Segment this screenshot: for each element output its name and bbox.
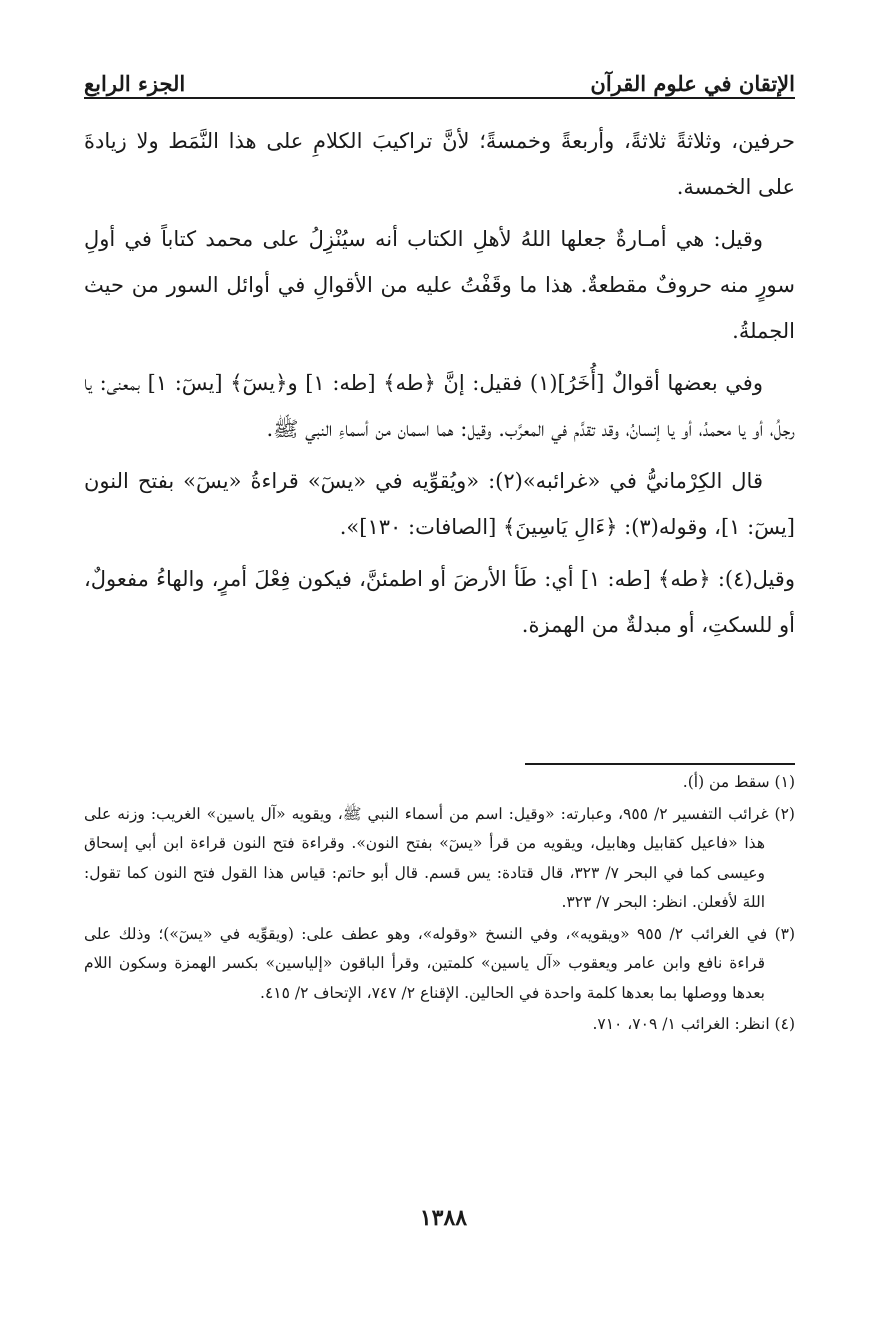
footnote: (١) سقط من (أ). <box>682 773 795 791</box>
running-header <box>84 50 795 96</box>
paragraph: وقيل: هي أمـارةٌ جعلها اللهُ لأهلِ الكتاب أنه سيُنْزِلُ على محمد كتاباً في أولِ سورٍ منه حروفٌ مقطعةٌ. هذا ما وقَفْتُ عليه من الأقوالِ في أوائل السور من حيث الجملةُ. <box>84 227 795 343</box>
main-text <box>84 118 795 654</box>
footnote-rule <box>525 763 795 765</box>
book-title: الإتقان في علوم القرآن <box>590 71 795 96</box>
paragraph: وقيل(٤): ﴿طه﴾ [طه: ١] أي: طَأ الأرضَ أو اطمئنَّ، فيكون فِعْلَ أمرٍ، والهاءُ مفعولٌ، أو للسكتِ، أو مبدلةٌ من الهمزة. <box>84 567 795 637</box>
header-rule <box>84 97 795 99</box>
footnote: (٣) في الغرائب ٢/ ٩٥٥ «ويقويه»، وفي النسخ «وقوله»، وهو عطف على: (ويقوِّيه في «يسٓ»)؛ وذلك على قراءة نافع وابن عامر ويعقوب «آل ياسين» كلمتين، وقرأ الباقون «إلياسين» بكسر الهمزة وسكون اللام بعدها ووصلها بما بعدها كلمة واحدة في الحالين. الإقناع ٢/ ٧٤٧، الإتحاف ٢/ ٤١٥. <box>84 924 796 1002</box>
footnote: (٤) انظر: الغرائب ١/ ٧٠٩، ٧١٠. <box>592 1015 795 1033</box>
paragraph: وفي بعضها أقوالٌ [أُخَرُ](١) فقيل: إنَّ ﴿طه﴾ [طه: ١] و﴿يسٓ﴾ [يسٓ: ١] بمعنى: يا رجلُ، أو يا محمدُ، أو يا إنسانُ، وقد تقدَّم في المعرَّب. وقيل: هما اسمان من أسماءِ النبي ﷺ. <box>84 371 795 441</box>
footnote: (٢) غرائب التفسير ٢/ ٩٥٥، وعبارته: «وقيل: اسم من أسماء النبي ﷺ، ويقويه «آل ياسين» الغريب: وزنه على هذا «فاعيل كقابيل وهابيل، ويقويه من قرأ «يسٓ» بفتح النون». وقراءة فتح النون قراءة ابن أبي إسحاق وعيسى كما في البحر ٧/ ٣٢٣، قال قتادة: يس قسم. قال أبو حاتم: قياس هذا القول فتح النون كما تقول: اللهَ لأفعلن. انظر: البحر ٧/ ٣٢٣. <box>84 804 795 911</box>
paragraph: حرفين، وثلاثةً ثلاثةً، وأربعةً وخمسةً؛ لأنَّ تراكيبَ الكلامِ على هذا النَّمَط ولا زيادةَ على الخمسة. <box>84 129 795 199</box>
volume-label: الجزء الرابع <box>84 71 186 96</box>
paragraph: قال الكِرْمانيُّ في «غرائبه»(٢): «ويُقوِّيه في «يسٓ» قراءةُ «يسٓ» بفتح النون [يسٓ: ١]، وقوله(٣): ﴿ءَالِ يَاسِينَ﴾ [الصافات: ١٣٠]». <box>84 469 795 539</box>
page-number: ١٣٨٨ <box>419 1205 468 1231</box>
footnotes <box>84 768 795 1042</box>
